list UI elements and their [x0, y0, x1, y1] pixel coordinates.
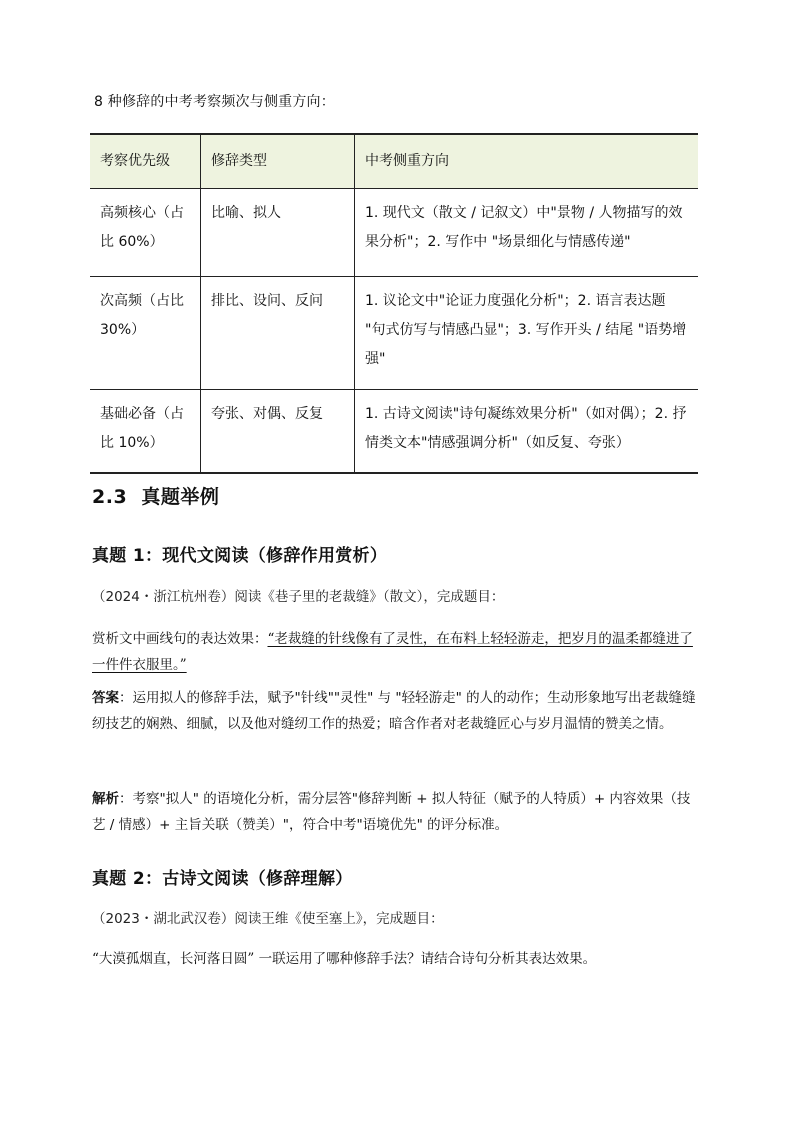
answer-label: 答案 — [92, 690, 119, 706]
question-1-underlined-quote: “老裁缝的针线像有了灵性，在布料上轻轻游走，把岁月的温柔都缝进了一件件衣服里。” — [92, 631, 693, 673]
table-row — [90, 189, 698, 277]
cell-rhetoric-type: 排比、设问、反问 — [201, 277, 355, 390]
cell-priority: 高频核心（占比 60%） — [90, 189, 201, 277]
table-row — [90, 390, 698, 474]
header-priority: 考察优先级 — [90, 134, 201, 189]
answer-text: ：运用拟人的修辞手法，赋予"针线""灵性" 与 "轻轻游走" 的人的动作；生动形象地写出老裁缝缝纫技艺的娴熟、细腻，以及他对缝纫工作的热爱；暗含作者对老裁缝匠心与岁月温情的赞美之情。 — [92, 690, 696, 732]
section-title: 真题举例 — [141, 486, 220, 508]
question-1-title: 真题 1：现代文阅读（修辞作用赏析） — [92, 546, 388, 566]
question-2-title: 真题 2：古诗文阅读（修辞理解） — [92, 869, 353, 889]
cell-focus-direction: 1. 现代文（散文 / 记叙文）中"景物 / 人物描写的效果分析"；2. 写作中 "场景细化与情感传递" — [355, 189, 699, 277]
cell-focus-direction: 1. 古诗文阅读"诗句凝练效果分析"（如对偶）；2. 抒情类文本"情感强调分析"（如反复、夸张） — [355, 390, 699, 474]
question-1-answer — [92, 685, 698, 737]
analysis-label: 解析 — [92, 791, 119, 807]
header-rhetoric-type: 修辞类型 — [201, 134, 355, 189]
header-focus-direction: 中考侧重方向 — [355, 134, 699, 189]
cell-focus-direction: 1. 议论文中"论证力度强化分析"；2. 语言表达题 "句式仿写与情感凸显"；3. 写作开头 / 结尾 "语势增强" — [355, 277, 699, 390]
question-1-source: （2024・浙江杭州卷）阅读《巷子里的老裁缝》（散文），完成题目： — [92, 589, 505, 605]
table-intro-text: 8 种修辞的中考考察频次与侧重方向： — [94, 94, 335, 110]
cell-rhetoric-type: 比喻、拟人 — [201, 189, 355, 277]
analysis-text: ：考察"拟人" 的语境化分析，需分层答"修辞判断 + 拟人特征（赋予的人特质）+ 内容效果（技艺 / 情感）+ 主旨关联（赞美）"，符合中考"语境优先" 的评分标准。 — [92, 791, 691, 833]
section-heading — [92, 482, 219, 509]
table-row — [90, 277, 698, 390]
cell-rhetoric-type: 夸张、对偶、反复 — [201, 390, 355, 474]
section-number: 2.3 — [92, 486, 128, 508]
cell-priority: 基础必备（占比 10%） — [90, 390, 201, 474]
question-1-analysis — [92, 786, 698, 838]
question-1-prompt — [92, 626, 698, 678]
question-1-prompt-prefix: 赏析文中画线句的表达效果： — [92, 631, 268, 647]
cell-priority: 次高频（占比 30%） — [90, 277, 201, 390]
table-header-row — [90, 134, 698, 189]
question-2-source: （2023・湖北武汉卷）阅读王维《使至塞上》，完成题目： — [92, 911, 444, 927]
rhetoric-frequency-table — [90, 133, 698, 474]
question-2-prompt: “大漠孤烟直，长河落日圆” 一联运用了哪种修辞手法？请结合诗句分析其表达效果。 — [92, 951, 597, 967]
